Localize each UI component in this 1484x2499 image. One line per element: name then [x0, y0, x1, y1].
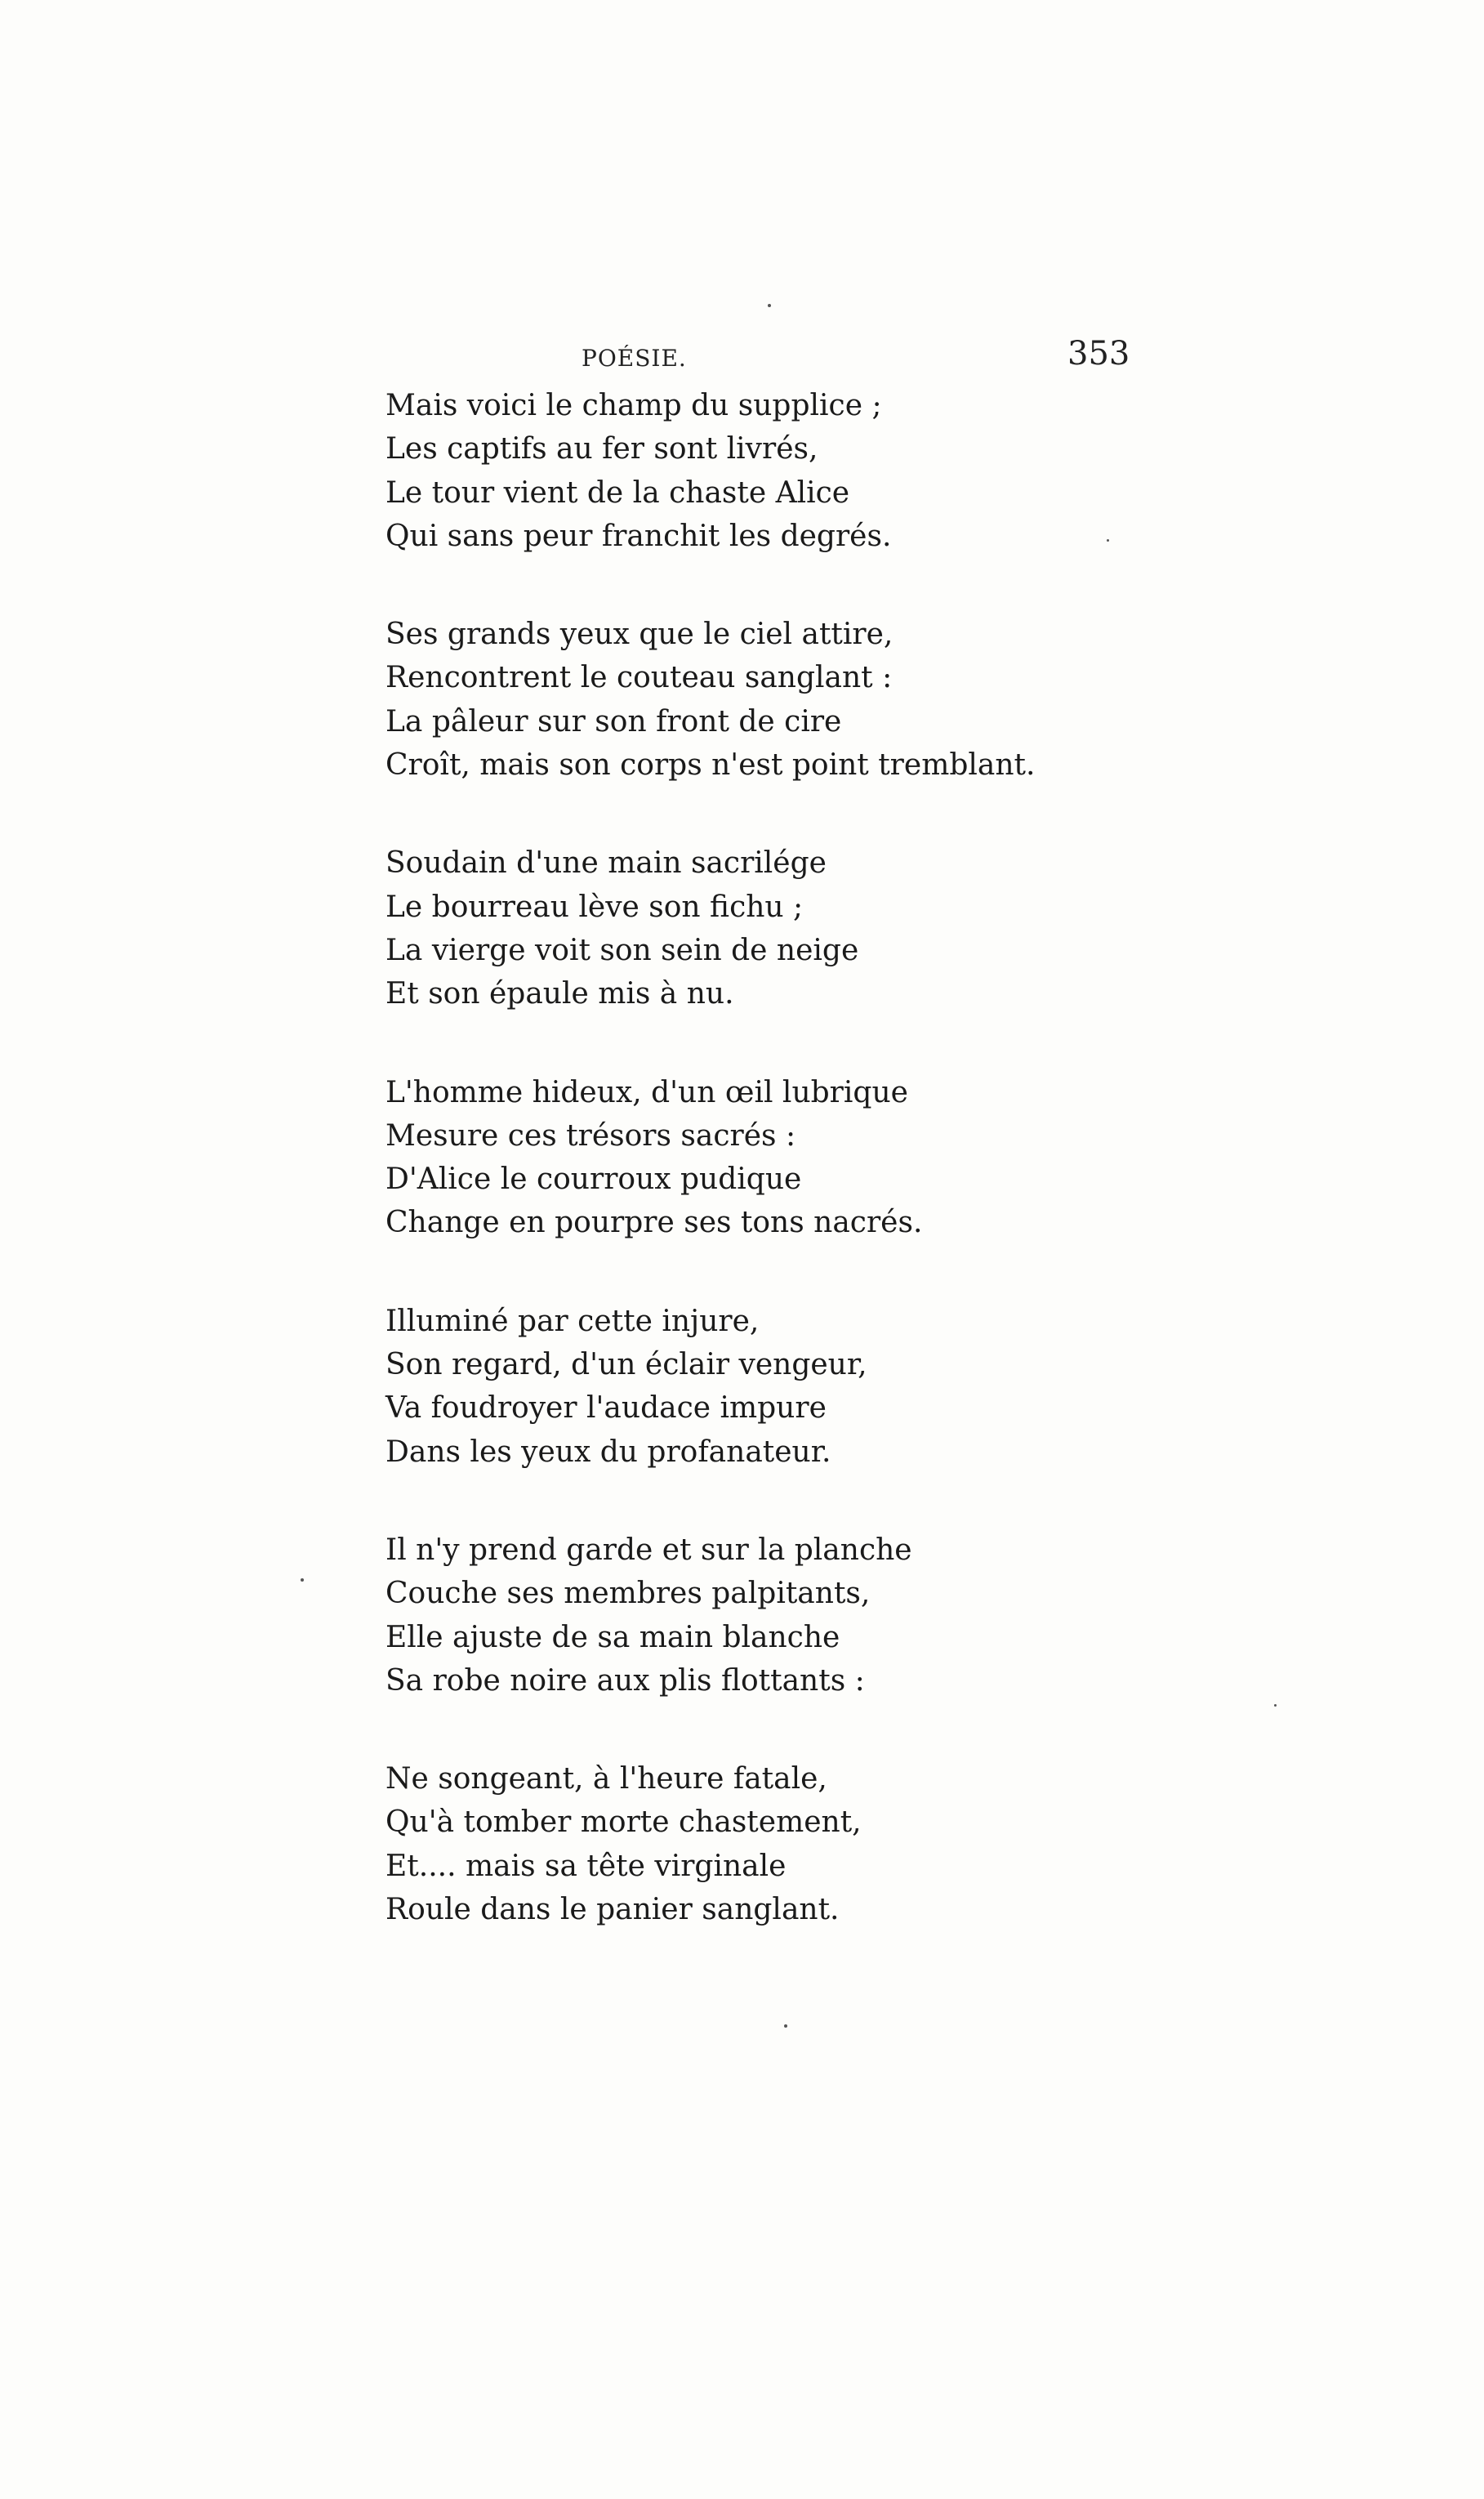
- verse-line: Le bourreau lève son fichu ;: [385, 890, 804, 924]
- stanza-4: [385, 1071, 1202, 1245]
- verse-line: La pâleur sur son front de cire: [385, 704, 842, 739]
- verse-line: Rencontrent le couteau sanglant :: [385, 661, 893, 695]
- verse-line: Va foudroyer l'audace impure: [385, 1391, 827, 1426]
- verse-line: Change en pourpre ses tons nacrés.: [385, 1206, 923, 1240]
- verse-line: Son regard, d'un éclair vengeur,: [385, 1348, 867, 1382]
- stanza-5: [385, 1300, 1202, 1474]
- running-head: [0, 335, 1484, 384]
- verse-line: Croît, mais son corps n'est point tremblant.: [385, 748, 1036, 783]
- verse-line: Les captifs au fer sont livrés,: [385, 432, 818, 466]
- verse-line: Elle ajuste de sa main blanche: [385, 1620, 840, 1654]
- verse-line: Couche ses membres palpitants,: [385, 1577, 871, 1611]
- verse-line: Il n'y prend garde et sur la planche: [385, 1533, 912, 1567]
- verse-line: D'Alice le courroux pudique: [385, 1162, 802, 1197]
- verse-line: Dans les yeux du profanateur.: [385, 1435, 831, 1469]
- print-speck: [1107, 539, 1109, 542]
- verse-line: Soudain d'une main sacrilége: [385, 846, 827, 881]
- verse-line: Roule dans le panier sanglant.: [385, 1893, 840, 1927]
- stanza-1: [385, 384, 1202, 558]
- verse-line: Illuminé par cette injure,: [385, 1304, 760, 1338]
- verse-line: Le tour vient de la chaste Alice: [385, 475, 850, 510]
- verse-line: Et son épaule mis à nu.: [385, 977, 734, 1011]
- verse-line: Qu'à tomber morte chastement,: [385, 1805, 862, 1840]
- verse-line: L'homme hideux, d'un œil lubrique: [385, 1075, 908, 1109]
- verse-line: La vierge voit son sein de neige: [385, 933, 859, 967]
- verse-line: Ses grands yeux que le ciel attire,: [385, 618, 894, 652]
- stanza-6: [385, 1528, 1202, 1702]
- verse-line: Et.... mais sa tête virginale: [385, 1849, 787, 1883]
- verse-line: Mais voici le champ du supplice ;: [385, 389, 882, 422]
- verse-line: Qui sans peur franchit les degrés.: [385, 519, 892, 553]
- running-title: POÉSIE.: [582, 345, 687, 372]
- print-speck: [301, 1578, 304, 1582]
- page-number: 353: [1067, 335, 1130, 373]
- stanza-7: [385, 1757, 1202, 1931]
- stanza-2: [385, 613, 1202, 787]
- print-speck: [768, 304, 771, 307]
- verse-line: Mesure ces trésors sacrés :: [385, 1118, 796, 1153]
- print-speck: [784, 2024, 787, 2028]
- verse-line: Sa robe noire aux plis flottants :: [385, 1663, 865, 1698]
- print-speck: [1274, 1704, 1277, 1707]
- stanza-3: [385, 841, 1202, 1015]
- verse-line: Ne songeant, à l'heure fatale,: [385, 1762, 827, 1796]
- poem: [385, 384, 1202, 1931]
